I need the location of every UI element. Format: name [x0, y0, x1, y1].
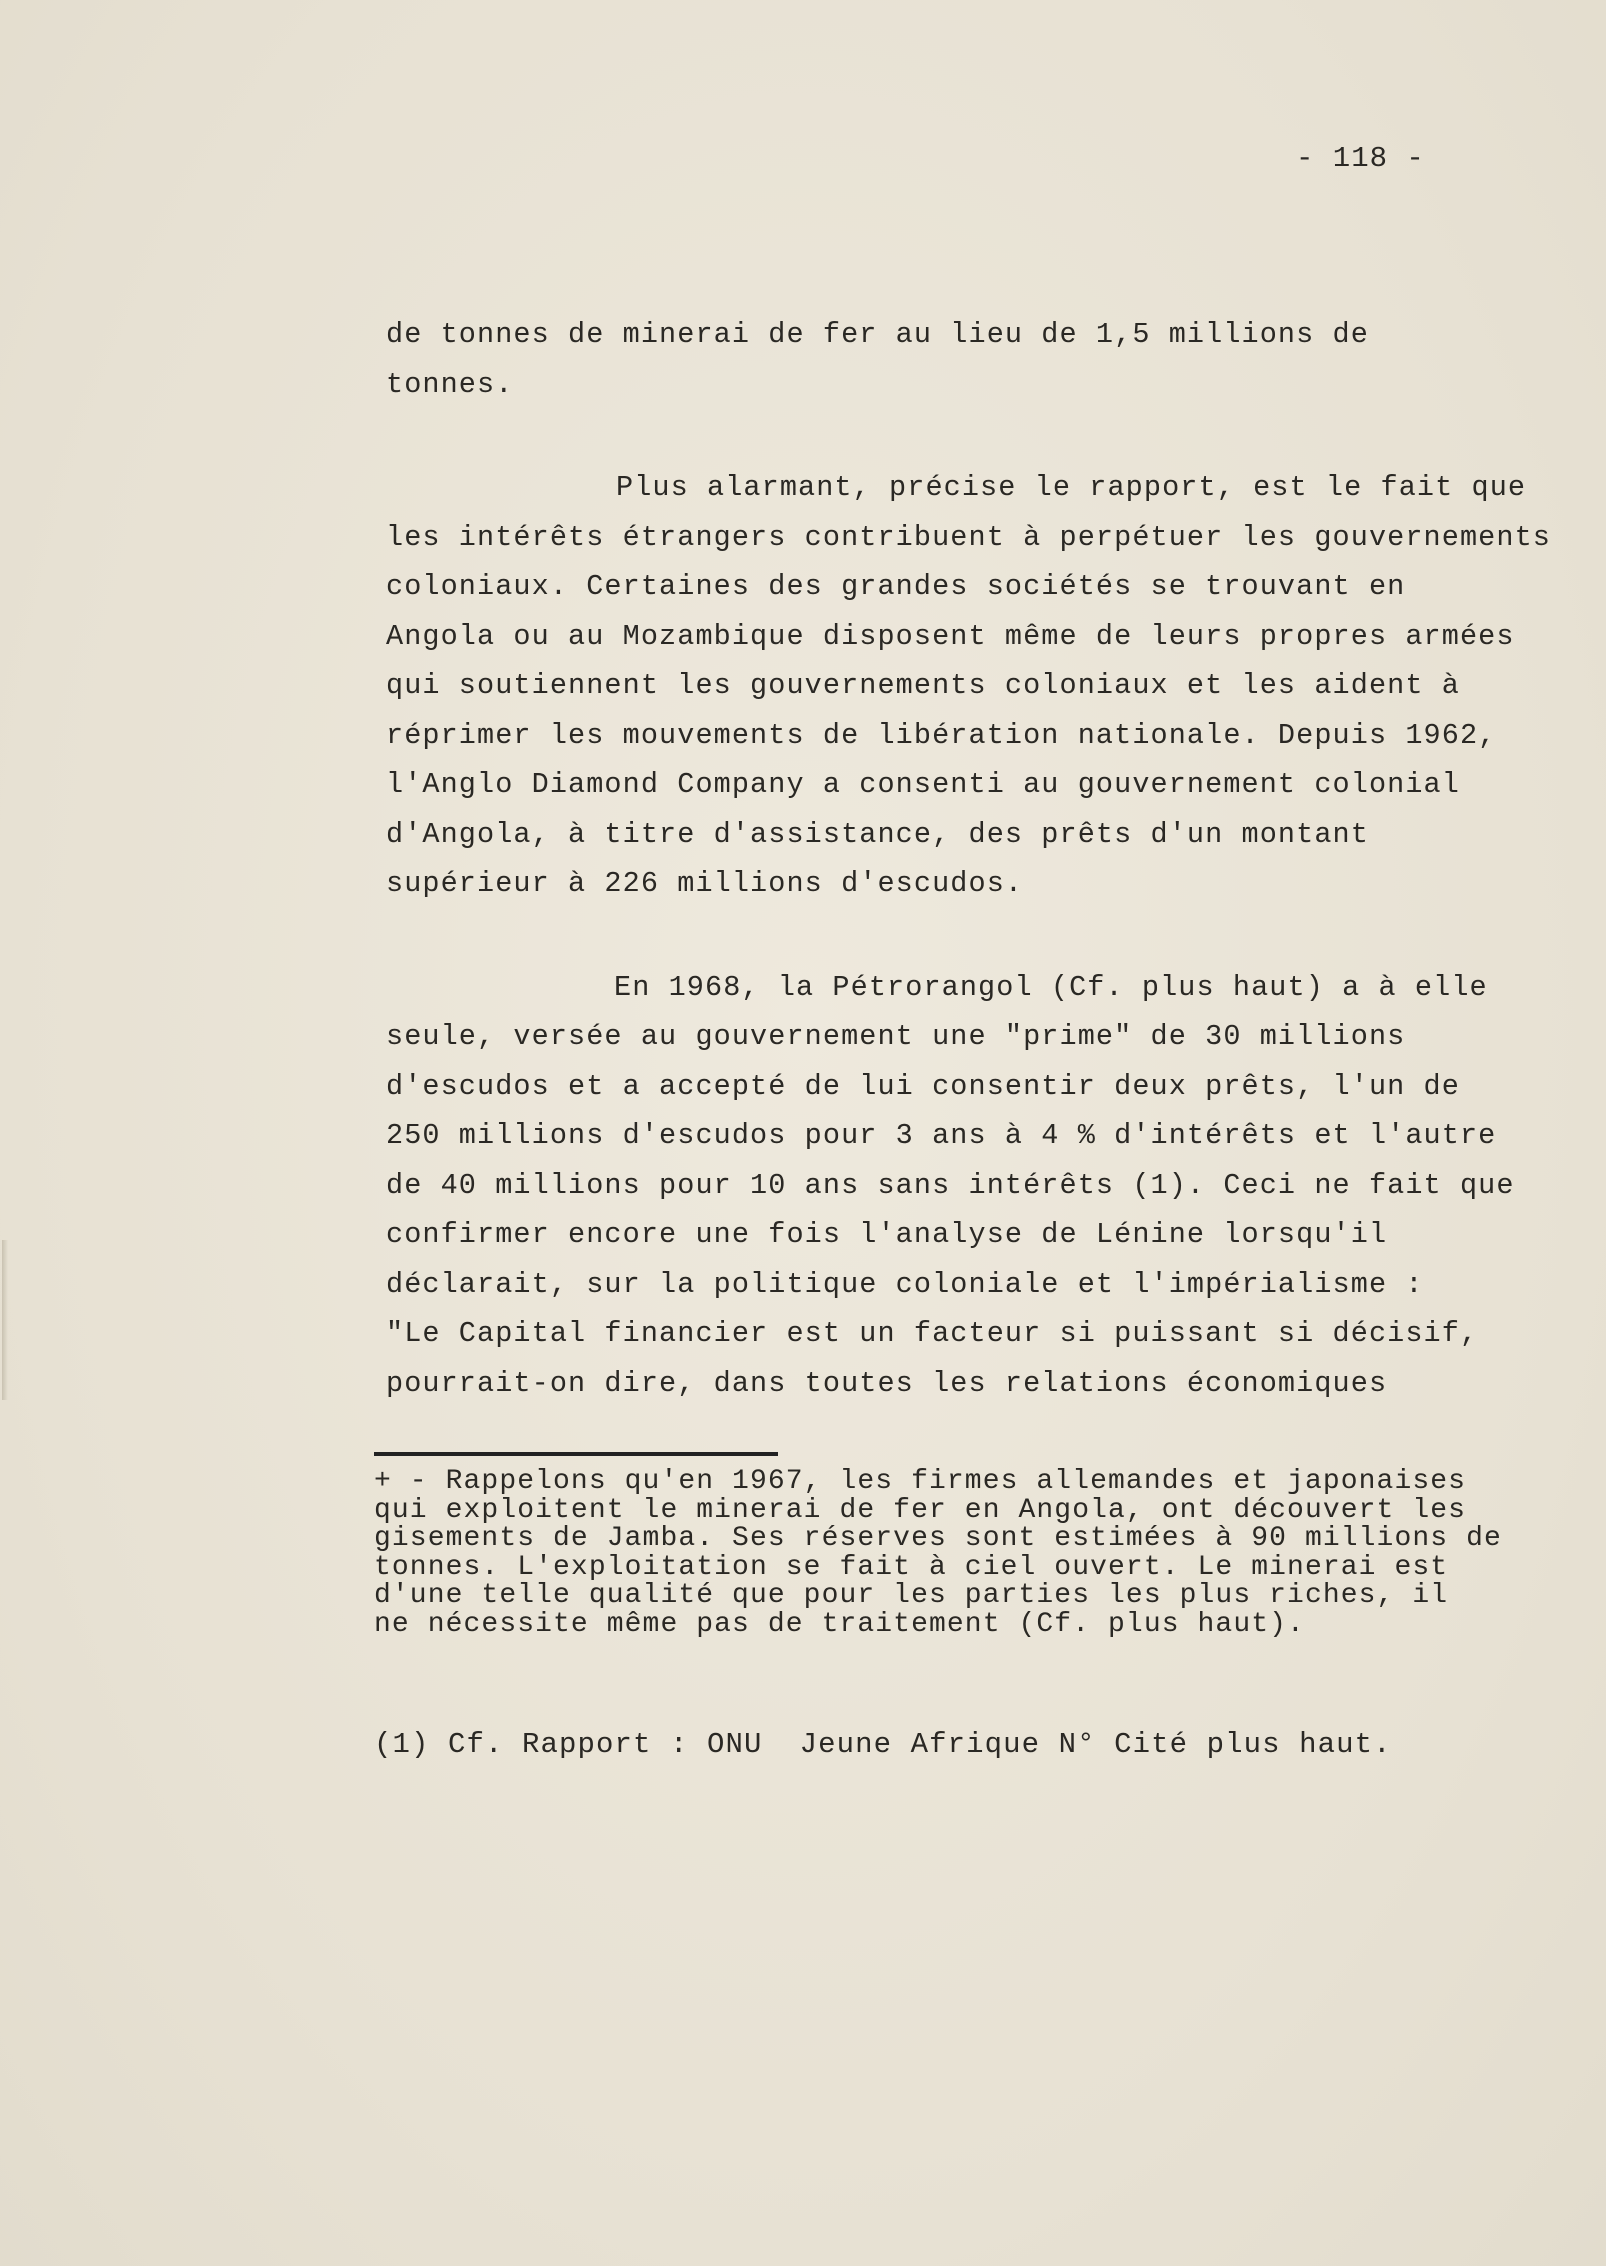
- reference-note: (1) Cf. Rapport : ONU Jeune Afrique N° Cité plus haut.: [374, 1728, 1392, 1761]
- body-line: En 1968, la Pétrorangol (Cf. plus haut) a à elle: [614, 970, 1488, 1004]
- body-line: réprimer les mouvements de libération nationale. Depuis 1962,: [386, 718, 1497, 752]
- body-text: [386, 310, 1551, 1408]
- footnote-line: qui exploitent le minerai de fer en Angola, ont découvert les: [374, 1494, 1467, 1526]
- footnote-line: tonnes. L'exploitation se fait à ciel ouvert. Le minerai est: [374, 1551, 1449, 1583]
- footnote: [374, 1468, 1574, 1639]
- body-line: d'Angola, à titre d'assistance, des prêts d'un montant: [386, 817, 1369, 851]
- body-line: l'Anglo Diamond Company a consenti au gouvernement colonial: [386, 768, 1460, 801]
- body-line: pourrait-on dire, dans toutes les relations économiques: [386, 1366, 1388, 1400]
- footnote-line: + - Rappelons qu'en 1967, les firmes allemandes et japonaises: [374, 1466, 1467, 1497]
- body-line: de 40 millions pour 10 ans sans intérêts (1). Ceci ne fait que: [386, 1168, 1515, 1202]
- body-line: supérieur à 226 millions d'escudos.: [386, 867, 1024, 900]
- body-line: coloniaux. Certaines des grandes sociétés se trouvant en: [386, 570, 1406, 603]
- body-line: d'escudos et a accepté de lui consentir deux prêts, l'un de: [386, 1069, 1460, 1103]
- page-number: - 118 -: [1296, 142, 1425, 175]
- footnote-line: ne nécessite même pas de traitement (Cf. plus haut).: [374, 1608, 1305, 1640]
- footnote-separator: [374, 1452, 778, 1456]
- body-line: tonnes.: [386, 367, 514, 401]
- body-line: Angola ou au Mozambique disposent même de leurs propres armées: [386, 619, 1515, 653]
- body-line: les intérêts étrangers contribuent à perpétuer les gouvernements: [386, 520, 1551, 554]
- body-line: déclarait, sur la politique coloniale et l'impérialisme :: [386, 1267, 1424, 1301]
- body-line: de tonnes de minerai de fer au lieu de 1,5 millions de: [386, 318, 1369, 351]
- footnote-line: gisements de Jamba. Ses réserves sont estimées à 90 millions de: [374, 1523, 1502, 1554]
- binding-edge-shadow: [2, 1240, 8, 1400]
- body-line: seule, versée au gouvernement une "prime" de 30 millions: [386, 1020, 1406, 1053]
- body-line: confirmer encore une fois l'analyse de Lénine lorsqu'il: [386, 1218, 1388, 1251]
- footnote-line: d'une telle qualité que pour les parties les plus riches, il: [374, 1580, 1449, 1611]
- body-line: "Le Capital financier est un facteur si puissant si décisif,: [386, 1317, 1479, 1350]
- body-line: 250 millions d'escudos pour 3 ans à 4 % d'intérêts et l'autre: [386, 1119, 1497, 1152]
- body-line: qui soutiennent les gouvernements coloniaux et les aident à: [386, 669, 1460, 702]
- body-line: Plus alarmant, précise le rapport, est le fait que: [616, 471, 1527, 504]
